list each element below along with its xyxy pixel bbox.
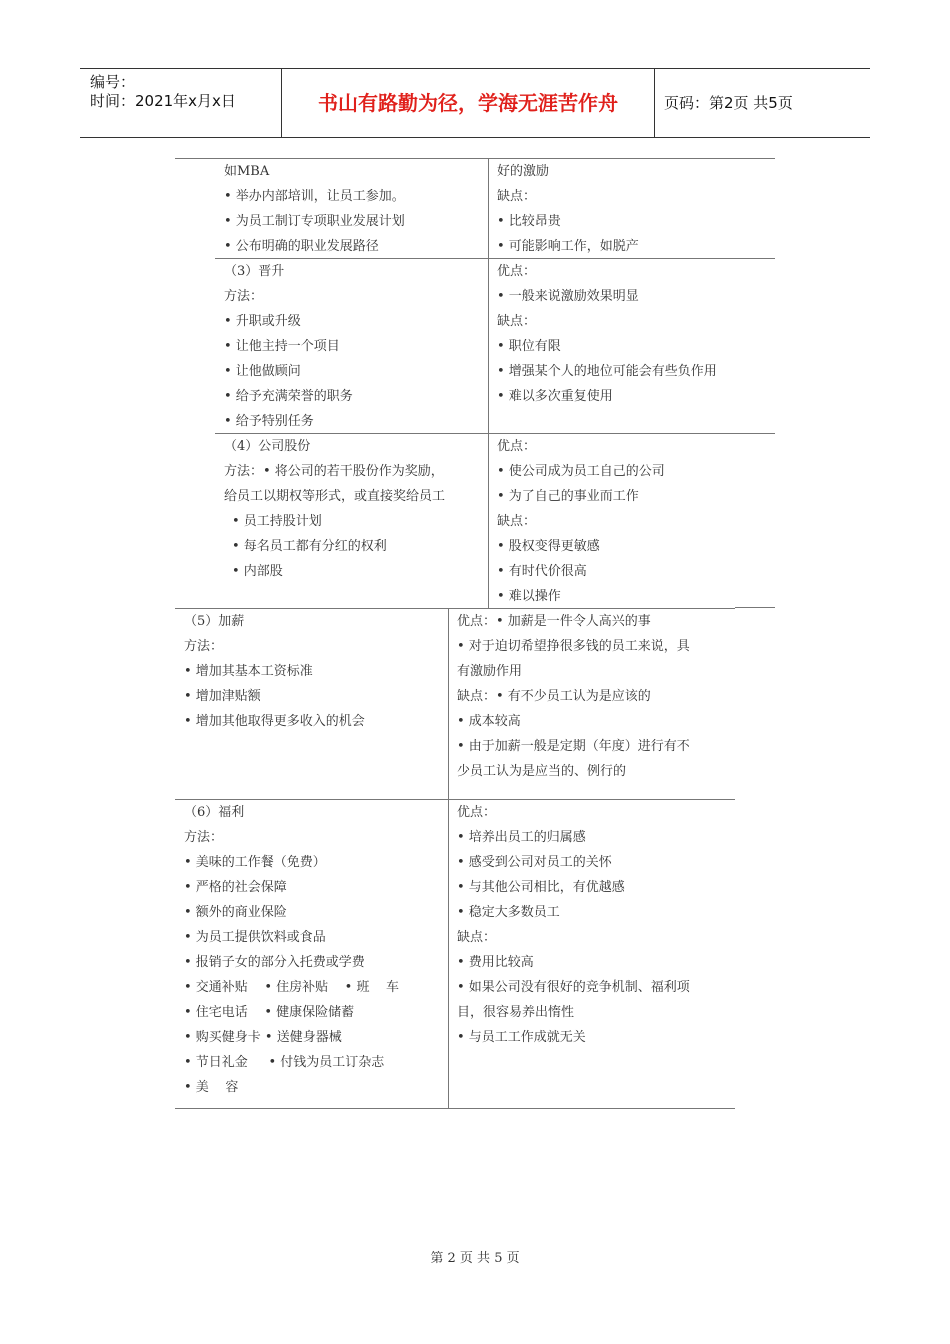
cell-line: 优点： [497,264,537,279]
cell-line: （5）加薪 [184,614,245,629]
row-1-pros-cons [497,159,639,259]
cell-line: 方法：• 将公司的若干股份作为奖励， [224,464,444,479]
cell-line: • 为员工制订专项职业发展计划 [224,214,405,229]
cell-line: 好的激励 [497,164,550,179]
cell-line: • 一般来说激励效果明显 [497,289,639,304]
table-column-divider [488,158,489,608]
cell-line: 优点： [457,805,497,820]
cell-line: • 公布明确的职业发展路径 [224,239,379,254]
document-number-label: 编号： [90,73,136,91]
cell-line: • 使公司成为员工自己的公司 [497,464,665,479]
cell-line: 少员工认为是应当的、例行的 [457,764,627,779]
header-divider [654,69,655,137]
cell-line: • 美 容 [184,1080,239,1095]
table-column-divider [448,608,449,1108]
cell-line: • 对于迫切希望挣很多钱的员工来说，具 [457,639,690,654]
cell-line: 缺点： [457,930,497,945]
cell-line: • 稳定大多数员工 [457,905,560,920]
row-1-methods [224,159,405,259]
cell-line: • 增加津贴额 [184,689,261,704]
cell-line: • 给予充满荣誉的职务 [224,389,353,404]
row-raise-pros-cons [457,609,690,784]
cell-line: 方法： [184,639,224,654]
cell-line: 如MBA [224,164,270,179]
cell-line: • 有时代价很高 [497,564,587,579]
cell-line: 优点：• 加薪是一件令人高兴的事 [457,614,651,629]
cell-line: 方法： [224,289,264,304]
header-meta [90,73,285,111]
cell-line: 优点： [497,439,537,454]
cell-line: （4）公司股份 [224,439,311,454]
cell-line: • 节日礼金 • 付钱为员工订杂志 [184,1055,385,1070]
cell-line: 有激励作用 [457,664,523,679]
cell-line: • 额外的商业保险 [184,905,287,920]
cell-line: 给员工以期权等形式，或直接奖给员工 [224,489,446,504]
cell-line: • 交通补贴 • 住房补贴 • 班 车 [184,980,399,995]
cell-line: • 与员工工作成就无关 [457,1030,586,1045]
cell-line: 缺点： [497,189,537,204]
cell-line: • 成本较高 [457,714,521,729]
cell-line: • 严格的社会保障 [184,880,287,895]
cell-line: • 增加其基本工资标准 [184,664,313,679]
table-rule [735,607,775,608]
cell-line: 目，很容易养出惰性 [457,1005,575,1020]
cell-line: • 增加其他取得更多收入的机会 [184,714,365,729]
row-stock-methods [224,434,445,584]
cell-line: • 费用比较高 [457,955,534,970]
cell-line: • 股权变得更敏感 [497,539,600,554]
header-motto: 书山有路勤为径，学海无涯苦作舟 [318,91,618,115]
cell-line: • 与其他公司相比，有优越感 [457,880,625,895]
cell-line: • 感受到公司对员工的关怀 [457,855,612,870]
cell-line: • 升职或升级 [224,314,301,329]
cell-line: • 由于加薪一般是定期（年度）进行有不 [457,739,690,754]
cell-line: 缺点： [497,314,537,329]
row-raise-methods [184,609,365,734]
row-promotion-methods [224,259,353,434]
cell-line: （6）福利 [184,805,245,820]
cell-line: • 如果公司没有很好的竞争机制、福利项 [457,980,690,995]
cell-line: • 培养出员工的归属感 [457,830,586,845]
header-page-number: 页码：第2页 共5页 [664,94,793,112]
cell-line: • 举办内部培训，让员工参加。 [224,189,405,204]
table-rule [175,158,215,159]
cell-line: • 购买健身卡 • 送健身器械 [184,1030,342,1045]
row-promotion-pros-cons [497,259,717,409]
cell-line: （3）晋升 [224,264,285,279]
cell-line: 方法： [184,830,224,845]
cell-line: • 难以操作 [497,589,561,604]
cell-line: • 难以多次重复使用 [497,389,613,404]
cell-line: 缺点：• 有不少员工认为是应该的 [457,689,651,704]
cell-line: • 每名员工都有分红的权利 [232,539,387,554]
row-stock-pros-cons [497,434,665,609]
row-benefits-methods [184,800,399,1100]
cell-line: • 比较昂贵 [497,214,561,229]
cell-line: • 让他主持一个项目 [224,339,340,354]
cell-line: • 报销子女的部分入托费或学费 [184,955,365,970]
cell-line: • 可能影响工作，如脱产 [497,239,639,254]
cell-line: • 为员工提供饮料或食品 [184,930,326,945]
cell-line: • 员工持股计划 [232,514,322,529]
row-benefits-pros-cons [457,800,690,1050]
cell-line: • 增强某个人的地位可能会有些负作用 [497,364,717,379]
cell-line: 缺点： [497,514,537,529]
cell-line: • 内部股 [232,564,283,579]
cell-line: • 为了自己的事业而工作 [497,489,639,504]
page-header [80,68,870,138]
cell-line: • 给予特别任务 [224,414,314,429]
cell-line: • 让他做顾问 [224,364,301,379]
cell-line: • 职位有限 [497,339,561,354]
page-footer: 第 2 页 共 5 页 [430,1251,520,1266]
document-time-label: 时间：2021年x月x日 [90,92,236,110]
table-rule [175,1108,735,1109]
cell-line: • 住宅电话 • 健康保险储蓄 [184,1005,355,1020]
cell-line: • 美味的工作餐（免费） [184,855,326,870]
